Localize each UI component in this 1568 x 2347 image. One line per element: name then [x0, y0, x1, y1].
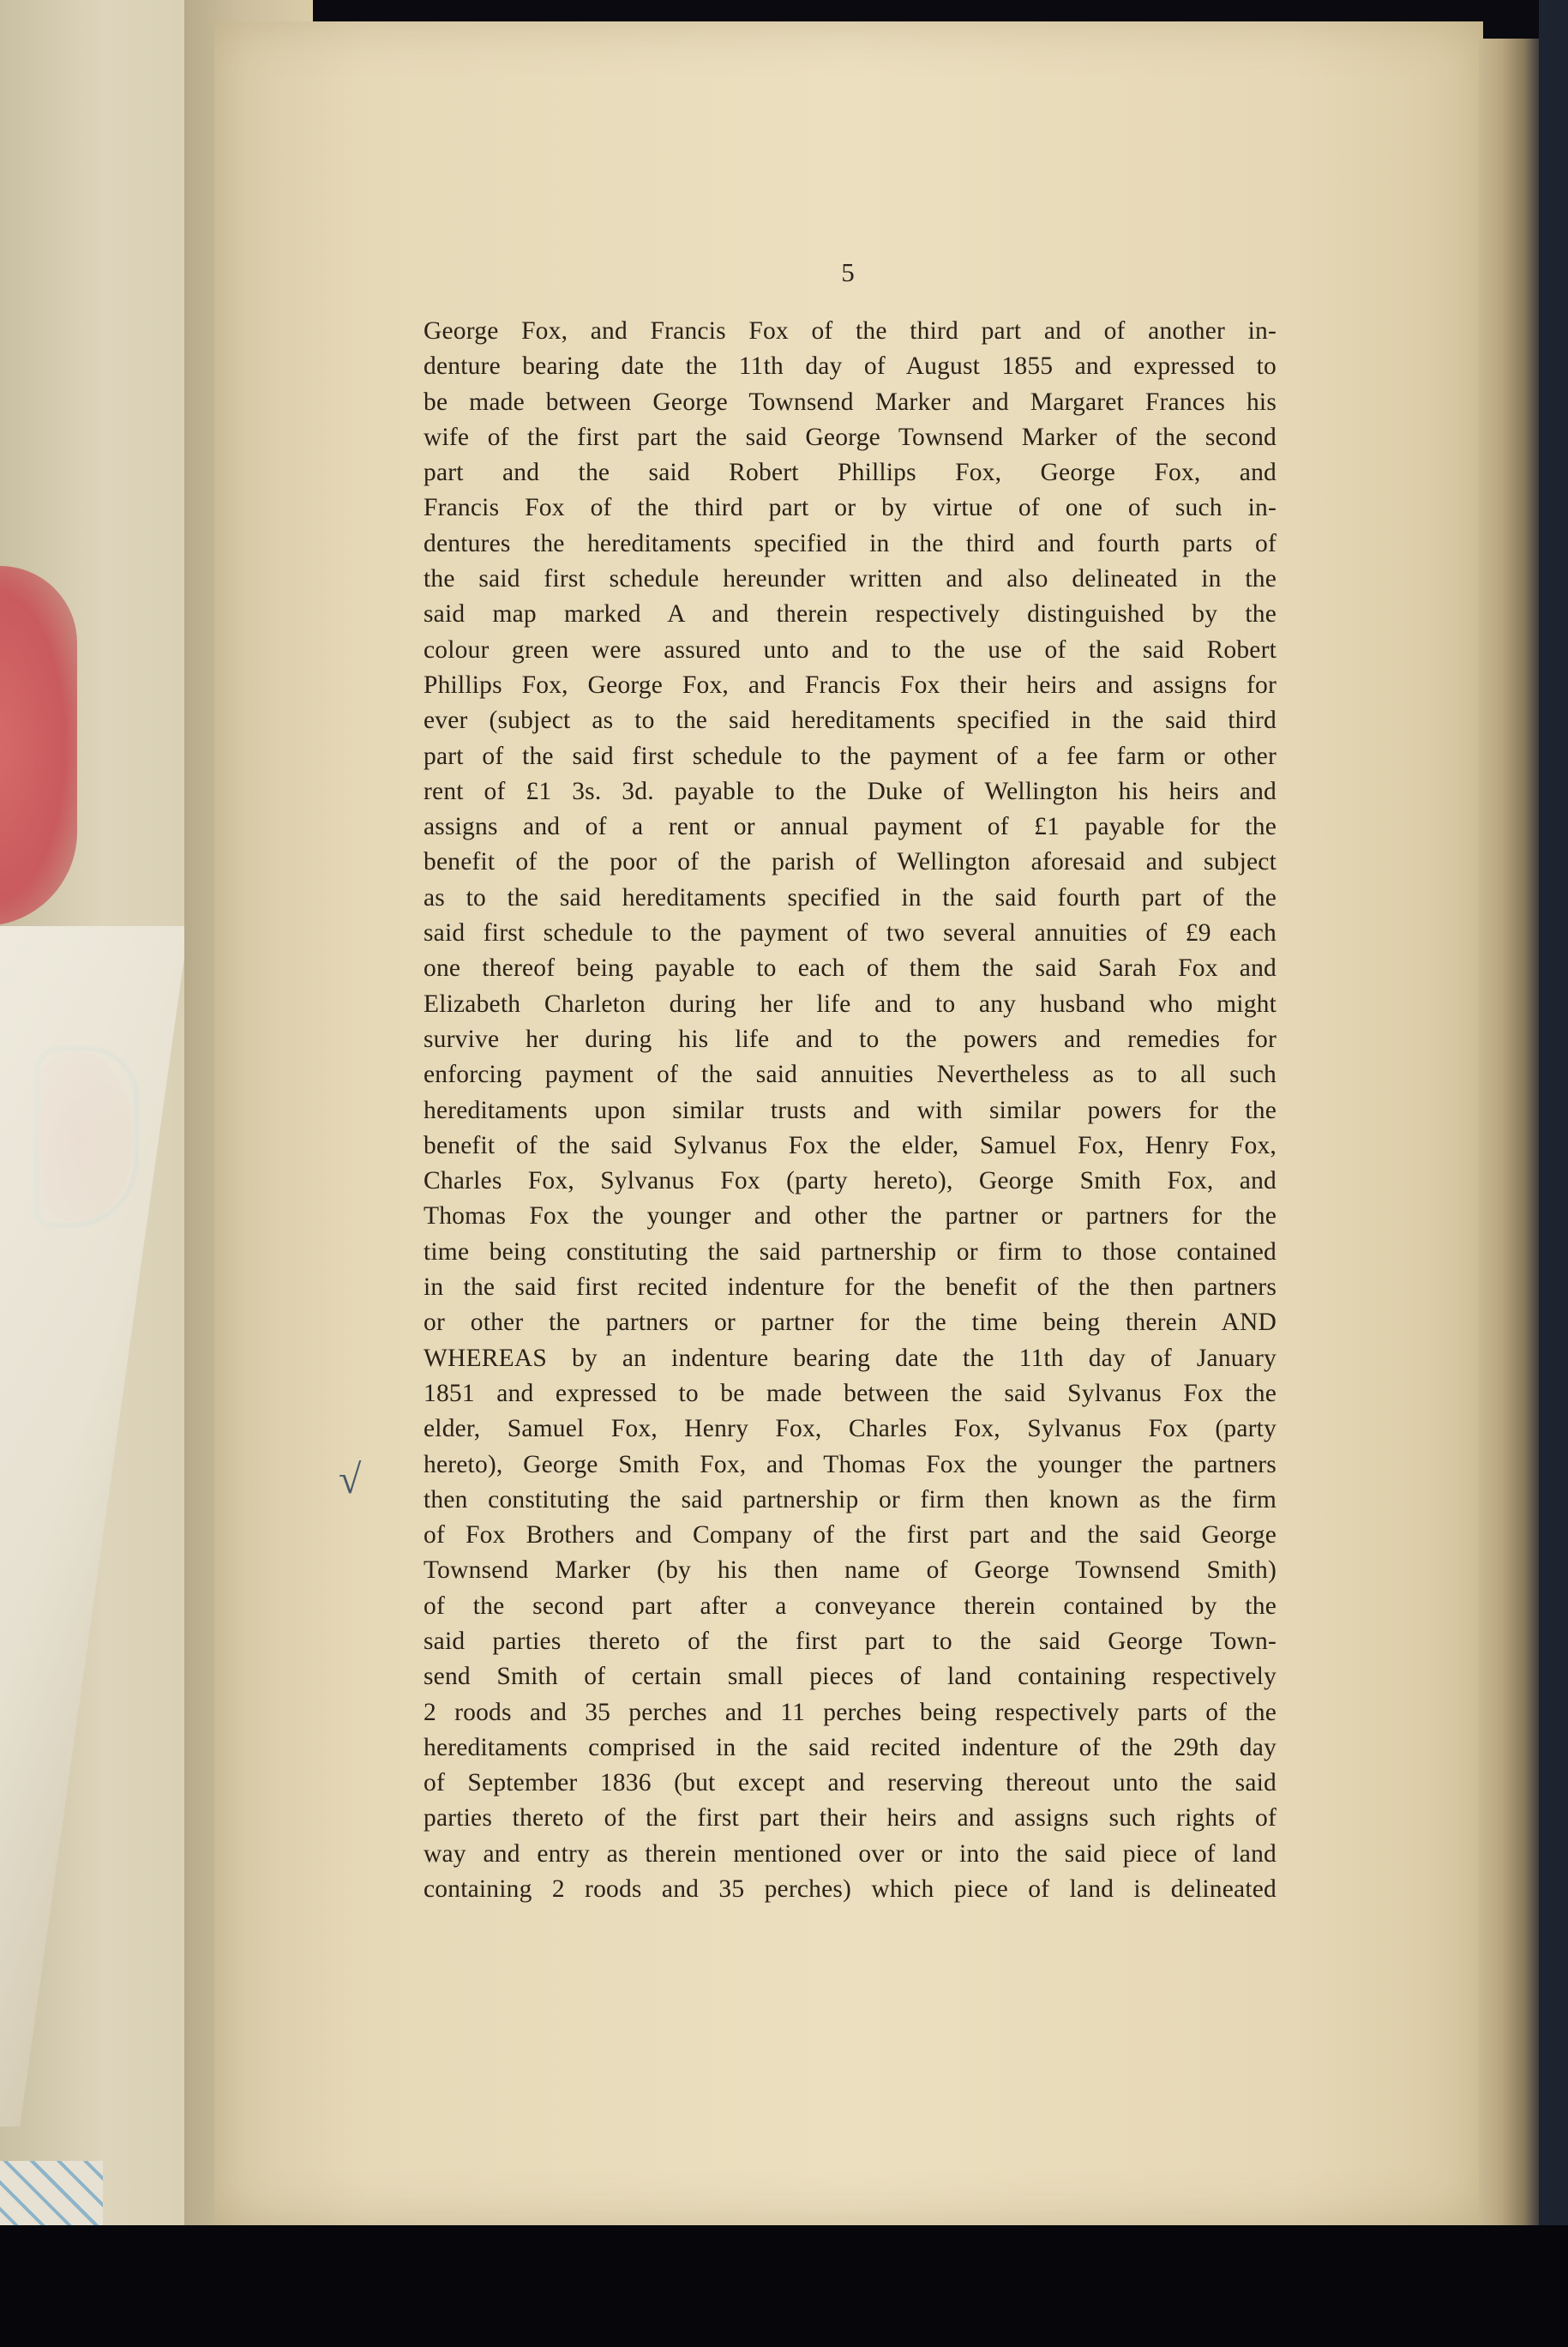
text-line: of September 1836 (but except and reserving thereout unto the said — [424, 1769, 1277, 1797]
text-line: or other the partners or partner for the time being therein AND — [424, 1309, 1277, 1337]
text-line: Townsend Marker (by his then name of George Townsend Smith) — [424, 1556, 1277, 1585]
text-line: benefit of the poor of the parish of Wellington aforesaid and subject — [424, 848, 1277, 876]
text-line: said first schedule to the payment of two several annuities of £9 each — [424, 919, 1277, 948]
text-line: said parties thereto of the first part to the said George Town- — [424, 1627, 1277, 1655]
text-line: Francis Fox of the third part or by virtue of one of such in- — [424, 494, 1277, 522]
map-red-region — [0, 566, 77, 926]
text-line: send Smith of certain small pieces of land containing respectively — [424, 1663, 1277, 1691]
text-line: benefit of the said Sylvanus Fox the elder, Samuel Fox, Henry Fox, — [424, 1131, 1277, 1159]
margin-tick-mark: √ — [339, 1457, 362, 1502]
text-line: 1851 and expressed to be made between the said Sylvanus Fox the — [424, 1379, 1277, 1407]
text-line: denture bearing date the 11th day of August 1855 and expressed to — [424, 352, 1277, 381]
text-line: ever (subject as to the said hereditaments specified in the said third — [424, 707, 1277, 735]
text-line: of the second part after a conveyance therein contained by the — [424, 1592, 1277, 1620]
text-line: Elizabeth Charleton during her life and to any husband who might — [424, 990, 1277, 1018]
text-line: 2 roods and 35 perches and 11 perches being respectively parts of the — [424, 1698, 1277, 1726]
map-paper-flap — [0, 926, 189, 2127]
scan-background — [0, 2225, 1568, 2347]
text-line: hereditaments upon similar trusts and with similar powers for the — [424, 1096, 1277, 1124]
text-line: be made between George Townsend Marker and Margaret Frances his — [424, 388, 1277, 416]
text-line: rent of £1 3s. 3d. payable to the Duke of Wellington his heirs and — [424, 777, 1277, 805]
text-line: the said first schedule hereunder written and also delineated in the — [424, 565, 1277, 593]
text-line: Thomas Fox the younger and other the partner or partners for the — [424, 1202, 1277, 1231]
text-line: hereditaments comprised in the said recited indenture of the 29th day — [424, 1733, 1277, 1761]
text-line: containing 2 roods and 35 perches) which piece of land is delineated — [424, 1875, 1277, 1904]
text-line: of Fox Brothers and Company of the first part and the said George — [424, 1521, 1277, 1550]
text-line: in the said first recited indenture for the benefit of the then partners — [424, 1273, 1277, 1302]
text-line: assigns and of a rent or annual payment of £1 payable for the — [424, 813, 1277, 841]
text-line: George Fox, and Francis Fox of the third part and of another in- — [424, 317, 1277, 345]
text-line: time being constituting the said partnership or firm to those contained — [424, 1237, 1277, 1266]
text-line: elder, Samuel Fox, Henry Fox, Charles Fox, Sylvanus Fox (party — [424, 1415, 1277, 1443]
text-line: hereto), George Smith Fox, and Thomas Fox the younger the partners — [424, 1450, 1277, 1478]
text-line: enforcing payment of the said annuities Nevertheless as to all such — [424, 1061, 1277, 1089]
text-line: colour green were assured unto and to the use of the said Robert — [424, 635, 1277, 664]
book-binding — [1539, 0, 1568, 2347]
text-line: dentures the hereditaments specified in the third and fourth parts of — [424, 529, 1277, 557]
text-line: wife of the first part the said George Townsend Marker of the second — [424, 423, 1277, 451]
text-line: WHEREAS by an indenture bearing date the 11th day of January — [424, 1344, 1277, 1372]
text-line: part of the said first schedule to the payment of a fee farm or other — [424, 742, 1277, 770]
text-line: Phillips Fox, George Fox, and Francis Fox their heirs and assigns for — [424, 671, 1277, 699]
text-line: Charles Fox, Sylvanus Fox (party hereto), George Smith Fox, and — [424, 1167, 1277, 1195]
text-line: then constituting the said partnership or firm then known as the firm — [424, 1485, 1277, 1514]
text-line: said map marked A and therein respectively distinguished by the — [424, 600, 1277, 629]
text-line: as to the said hereditaments specified in the said fourth part of the — [424, 883, 1277, 912]
body-text — [424, 314, 1277, 1907]
page-fore-edge — [1479, 39, 1543, 2225]
text-line: part and the said Robert Phillips Fox, George Fox, and — [424, 459, 1277, 487]
page-number: 5 — [841, 257, 855, 287]
text-line: way and entry as therein mentioned over or into the said piece of land — [424, 1839, 1277, 1868]
text-line: one thereof being payable to each of them the said Sarah Fox and — [424, 954, 1277, 983]
text-line: survive her during his life and to the powers and remedies for — [424, 1025, 1277, 1053]
text-line: parties thereto of the first part their heirs and assigns such rights of — [424, 1804, 1277, 1832]
